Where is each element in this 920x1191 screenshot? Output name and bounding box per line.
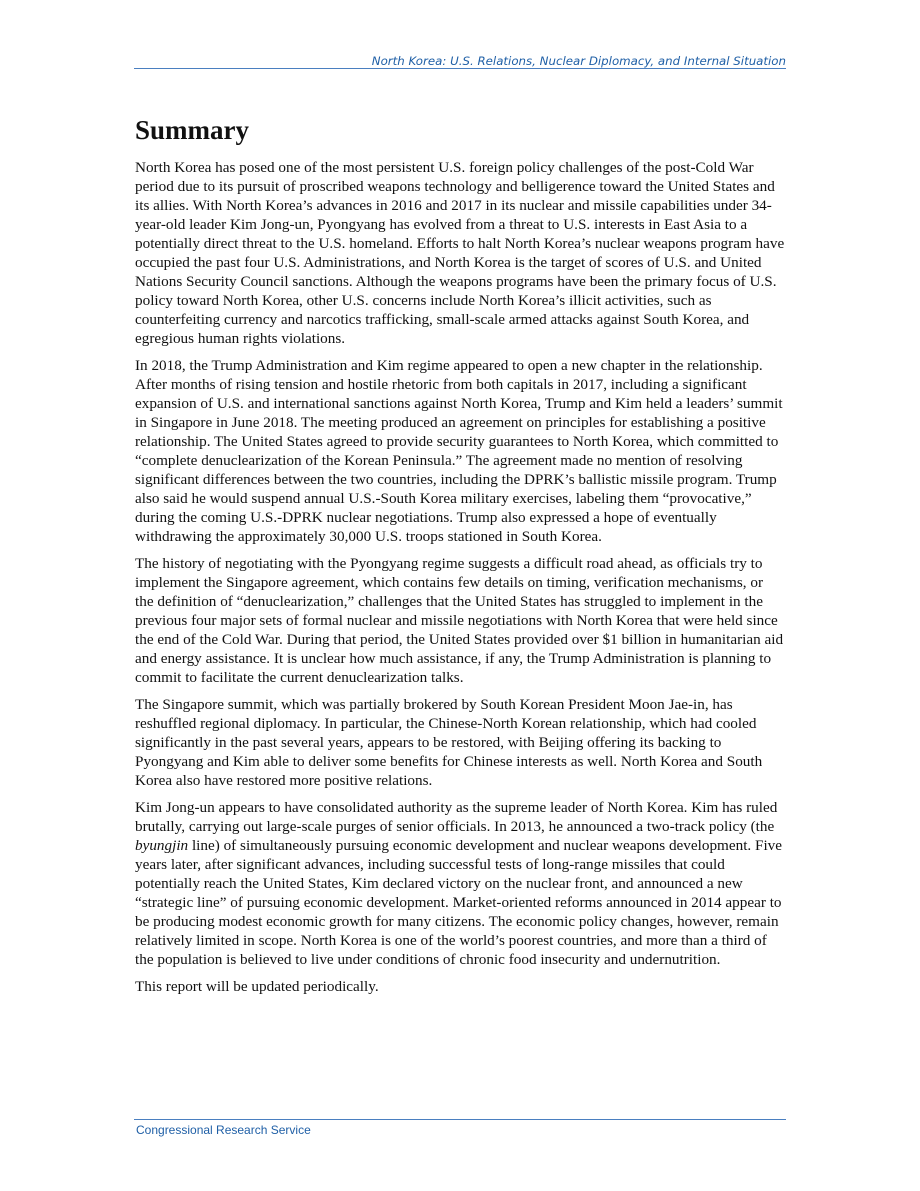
summary-paragraph-3: The history of negotiating with the Pyongyang regime suggests a difficult road ahead, as officials try to implement the Singapore agreement, which contains few details on timing, verification mechanisms, or the definition of “denuclearization,” challenges that the United States has struggled to implement in the previous four major sets of formal nuclear and missile negotiations with North Korea that were held since the end of the Cold War. During that period, the United States provided over $1 billion in humanitarian aid and energy assistance. It is unclear how much assistance, if any, the Trump Administration is planning to commit to facilitate the current denuclearization talks. [135, 555, 784, 686]
running-header: North Korea: U.S. Relations, Nuclear Diplomacy, and Internal Situation [371, 54, 786, 68]
summary-paragraph-2: In 2018, the Trump Administration and Kim regime appeared to open a new chapter in the relationship. After months of rising tension and hostile rhetoric from both capitals in 2017, including a significant expansion of U.S. and international sanctions against North Korea, Trump and Kim held a leaders’ summit in Singapore in June 2018. The meeting produced an agreement on principles for establishing a positive relationship. The United States agreed to provide security guarantees to North Korea, which committed to “complete denuclearization of the Korean Peninsula.” The agreement made no mention of resolving significant differences between the two countries, including the DPRK’s ballistic missile program. Trump also said he would suspend annual U.S.-South Korea military exercises, labeling them “provocative,” during the coming U.S.-DPRK nuclear negotiations. Trump also expressed a hope of eventually withdrawing the approximately 30,000 U.S. troops stationed in South Korea. [135, 357, 783, 545]
footer-publisher: Congressional Research Service [136, 1123, 311, 1137]
summary-paragraph-1: North Korea has posed one of the most persistent U.S. foreign policy challenges of the post-Cold War period due to its pursuit of proscribed weapons technology and belligerence toward the United States and its allies. With North Korea’s advances in 2016 and 2017 in its nuclear and missile capabilities under 34-year-old leader Kim Jong-un, Pyongyang has evolved from a threat to U.S. interests in East Asia to a potentially direct threat to the U.S. homeland. Efforts to halt North Korea’s nuclear weapons program have occupied the past four U.S. Administrations, and North Korea is the target of scores of U.S. and United Nations Security Council sanctions. Although the weapons programs have been the primary focus of U.S. policy toward North Korea, other U.S. concerns include North Korea’s illicit activities, such as counterfeiting currency and narcotics trafficking, small-scale armed attacks against South Korea, and egregious human rights violations. [135, 159, 785, 347]
header-divider [134, 68, 786, 69]
summary-paragraph-5 [135, 798, 785, 969]
closing-note: This report will be updated periodically. [135, 978, 379, 995]
paragraph-text: Kim Jong-un appears to have consolidated authority as the supreme leader of North Korea. Kim has ruled brutally, carrying out large-scale purges of senior officials. In 2013, he announced a two-track policy (the [135, 799, 778, 835]
page-title: Summary [135, 115, 249, 145]
main-content [135, 108, 785, 1004]
paragraph-text: line) of simultaneously pursuing economic development and nuclear weapons development. Five years later, after significant advances, including successful tests of long-range missiles that could potentially reach the United States, Kim declared victory on the nuclear front, and announced a new “strategic line” of pursuing economic development. Market-oriented reforms announced in 2014 appear to be producing modest economic growth for many citizens. The economic policy changes, however, remain relatively limited in scope. North Korea is one of the world’s poorest countries, and more than a third of the population is believed to live under conditions of chronic food insecurity and undernutrition. [135, 837, 783, 968]
italic-term: byungjin [135, 837, 189, 854]
footer-divider [134, 1119, 786, 1120]
summary-paragraph-4: The Singapore summit, which was partially brokered by South Korean President Moon Jae-in, has reshuffled regional diplomacy. In particular, the Chinese-North Korean relationship, which had cooled significantly in the past several years, appears to be restored, with Beijing offering its backing to Pyongyang and Kim able to deliver some benefits for Chinese interests as well. North Korea and South Korea also have restored more positive relations. [135, 696, 763, 789]
